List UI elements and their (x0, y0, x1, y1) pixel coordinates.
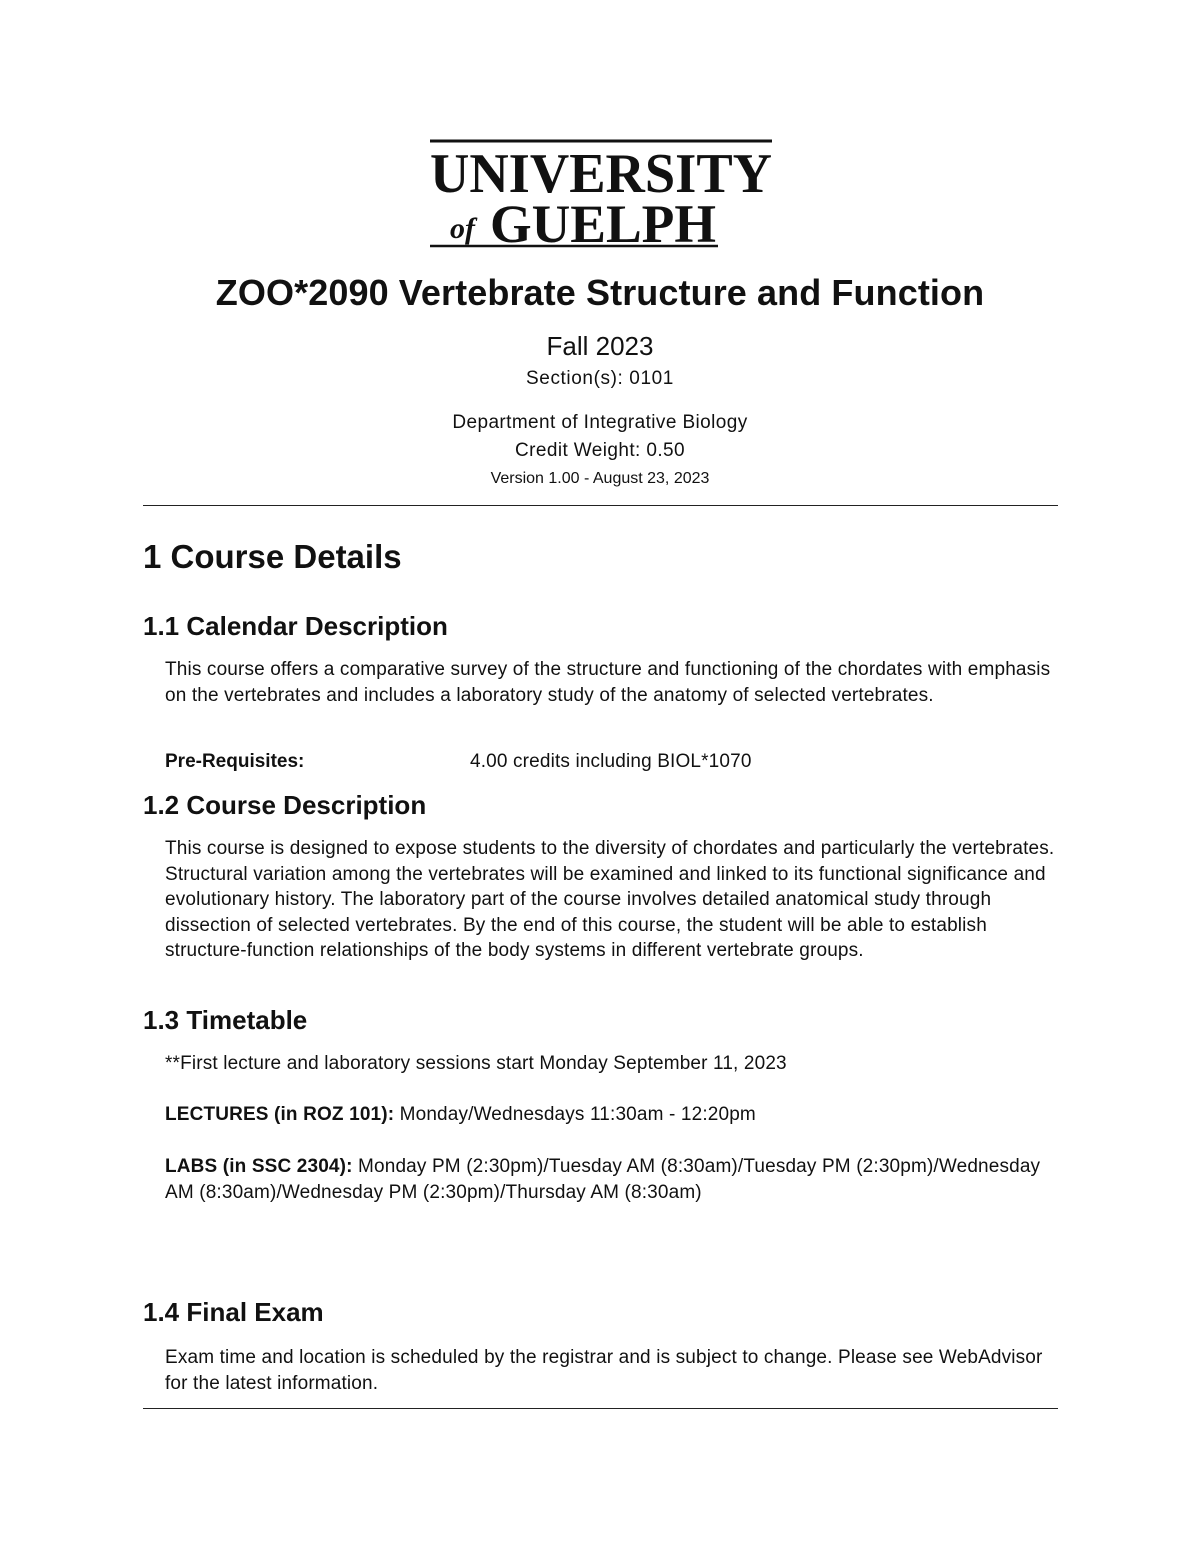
logo-line-guelph: GUELPH (490, 194, 716, 250)
divider-top (143, 505, 1058, 506)
prerequisites-value: 4.00 credits including BIOL*1070 (470, 751, 752, 772)
heading-final-exam: 1.4 Final Exam (143, 1297, 324, 1327)
calendar-description-text: This course offers a comparative survey of the structure and functioning of the chordates with emphasis on the vertebrates and includes a laboratory study of the anatomy of selected vertebrates. (165, 659, 1051, 706)
course-title: ZOO*2090 Vertebrate Structure and Function (215, 272, 985, 313)
heading-course-details: 1 Course Details (143, 538, 402, 575)
labs-label: LABS (in SSC 2304): (165, 1156, 353, 1177)
first-session-note: **First lecture and laboratory sessions start Monday September 11, 2023 (165, 1053, 787, 1074)
heading-course-description: 1.2 Course Description (143, 790, 427, 820)
logo-line-university: UNIVERSITY (430, 143, 772, 205)
credit-weight: Credit Weight: 0.50 (515, 440, 685, 461)
department: Department of Integrative Biology (452, 412, 748, 433)
term: Fall 2023 (546, 331, 654, 361)
final-exam-text: Exam time and location is scheduled by the registrar and is subject to change. Please see WebAdvisor for the latest information. (165, 1347, 1043, 1394)
lectures-label: LECTURES (in ROZ 101): (165, 1104, 395, 1125)
section-numbers: Section(s): 0101 (526, 368, 674, 389)
labs-schedule (165, 1154, 1065, 1205)
divider-bottom (143, 1408, 1058, 1409)
logo-of: of (450, 212, 475, 245)
heading-timetable: 1.3 Timetable (143, 1005, 308, 1035)
labs-value: Monday PM (2:30pm)/Tuesday AM (8:30am)/Tuesday PM (2:30pm)/Wednesday AM (8:30am)/Wednesday PM (2:30pm)/Thursday AM (8:30am) (165, 1156, 1041, 1203)
version-date: Version 1.00 - August 23, 2023 (490, 470, 710, 487)
heading-calendar-description: 1.1 Calendar Description (143, 611, 448, 641)
course-description-text: This course is designed to expose students to the diversity of chordates and particularly the vertebrates. Structural variation among the vertebrates will be examined and linked to its functional significance and evolutionary history. The laboratory part of the course involves detailed anatomical study through dissection of selected vertebrates. By the end of this course, the student will be able to establish structure-function relationships of the body systems in different vertebrate groups. (165, 838, 1055, 961)
prerequisites-label: Pre-Requisites: (165, 751, 305, 772)
lectures-schedule (165, 1102, 1065, 1128)
lectures-value: Monday/Wednesdays 11:30am - 12:20pm (394, 1104, 756, 1125)
university-of-guelph-logo (428, 138, 776, 250)
